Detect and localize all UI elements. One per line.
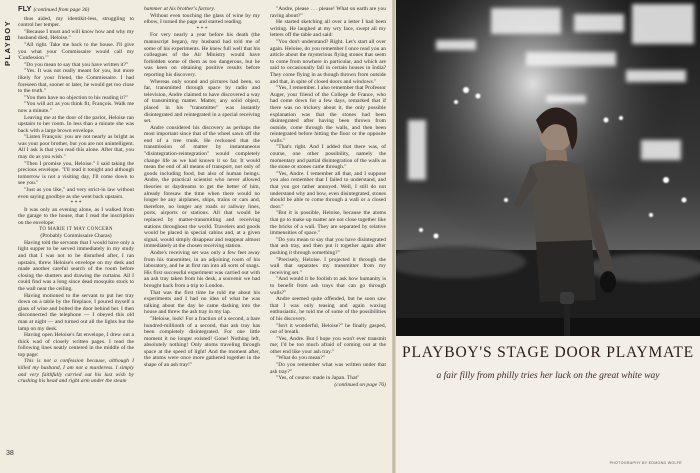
paragraph: Without even touching the glass of wine by my elbow, I turned the page and started reading. bbox=[144, 12, 260, 26]
paragraph: "Then I promise you, Heloise." I said taking the precious envelope. "I'll read it tonight and although tomorrow is not a visiting day, I'll come down to see you." bbox=[18, 160, 134, 187]
paragraph: Having open Heloise's fat envelope, I drew out a thick wad of closely written pages. I read the following lines neatly centered in the middle of the top page: bbox=[18, 332, 134, 358]
paragraph: Leaving me at the door of the parlor, Heloise ran upstairs to her room. In less than a minute she was back with a large brown envelope. bbox=[18, 114, 134, 134]
paragraph: "Just as you like," and very strict-in law without even saying goodbye as she went back upstairs. bbox=[18, 187, 134, 200]
night-street-scene bbox=[396, 0, 700, 336]
section-break: * * * bbox=[196, 25, 208, 32]
continued-note: (continued on page 76) bbox=[334, 381, 386, 388]
text-column-2 bbox=[144, 6, 260, 450]
paragraph: "That's right. And I added that there was, of course, one other possibility, namely the momentary and partial disintegration of the walls as the stone or stones came through." bbox=[270, 144, 386, 171]
paragraph: "Precisely, Heloise. I projected it through the wall that separates my transmitter from my receiving set." bbox=[270, 256, 386, 276]
paragraph: "Yes, of course: made in Japan. That" bbox=[276, 375, 360, 382]
paragraph: It was only an evening alone, as I walked from the garage to the house, that I read the inscription on the envelope: bbox=[18, 206, 134, 226]
running-head-continued: (continued from page 36) bbox=[33, 7, 90, 13]
text-column-3 bbox=[270, 6, 386, 450]
magazine-title-vertical: PLAYBOY bbox=[3, 19, 12, 66]
envelope-inscription: TO MARIE IT MAY CONCERN bbox=[39, 226, 113, 232]
paragraph: "Heloise, look! For a fraction of a second, a bare hundred-millionth of a second, that ash tray has been completely disintegrated. For one little moment it no longer existed! Gone! Nothing left, absolutely nothing! Only atoms traveling through space at the speed of light! And the moment after, the atoms were once more gathered together in the shape of an ash tray!" bbox=[144, 315, 260, 369]
paragraph: hammer at his brother's factory. bbox=[144, 6, 216, 12]
paragraph: thus aided, my identikit-less, struggling to control her temper. bbox=[18, 15, 134, 29]
paragraph: "But it is possible, Heloise, because the atoms that go to make up matter are not close together like the bricks of a wall. They are separated by relative immensities of space." bbox=[270, 210, 386, 237]
section-break: * * * bbox=[70, 200, 82, 207]
text-column-1 bbox=[18, 6, 134, 450]
paragraph: "You don't understand? Right. Let's start all over again. Heloise, do you remember I once read you an article about the mysterious flying stones that seem to come from nowhere in particular, and which are said to occasionally fall in certain houses in India? They come flying in as though thrown from outside and that, in spite of closed doors and windows." bbox=[270, 38, 386, 85]
article-subhead: a fair filly from philly tries her luck on the great white way bbox=[436, 371, 660, 381]
paragraph: Whereas only sound and pictures had been, so far, transmitted through space by radio and television, Andre claimed to have discovered a way of transmitting matter. Matter, any solid object, placed in his "transmitter" was instantly disintegrated and reintegrated in a special receiving set. bbox=[144, 78, 260, 125]
paragraph: For very nearly a year before his death (the manuscript began), my husband had told me of some of his experiments. He knew full well that his colleagues of the Air Ministry would have forbidden some of them as too dangerous, but he was keen on obtaining positive results before reporting his discovery. bbox=[144, 32, 260, 78]
paragraph: "Do you mean to say that you have written it?" bbox=[24, 61, 129, 68]
paragraph: Andre seemed quite offended, but he soon saw that I was only teasing and again waxing enthusiastic, he told me of some of the possibilities of his discovery. bbox=[270, 296, 386, 322]
running-head bbox=[18, 6, 134, 14]
paragraph: Having motioned to the servant to put her tray down on a table by the fireplace, I poured myself a glass of wine and bolted the door behind her. I then disconnected the telephone — I obeyed this old man at night — and turned out all the lights but the lamp on my desk. bbox=[18, 292, 134, 332]
right-page bbox=[396, 0, 700, 473]
paragraph: "Yes, Andre. But I hope you won't ever transmit me; I'd be too much afraid of coming out at the other end like your ash tray." bbox=[270, 335, 386, 355]
paragraph: "What do you mean?" bbox=[276, 355, 326, 362]
page-number: 38 bbox=[6, 450, 14, 457]
paragraph: Having told the servants that I would have only a light supper to be served immediately in my study and that I was not to be disturbed after, I ran upstairs, threw Heloise's envelope on my desk and made another careful search of the room before closing the shutters and drawing the curtains. All I could find was a long since dead mosquito stuck to the wall near the ceiling. bbox=[18, 239, 134, 292]
paragraph: "And would it be foolish to ask how humanity is to benefit from ash trays that can go through walls?" bbox=[270, 276, 386, 296]
paragraph: "Do you remember what was written under that ash tray?" bbox=[270, 362, 386, 375]
paragraph: Andre's receiving set was only a few feet away from his transmitter, in an adjoining room of his laboratory, and he at first ran into all sorts of snags. His first successful experiment was carried out with an ash tray taken from his desk, a souvenir we had brought back from a trip to London. bbox=[144, 249, 260, 289]
paragraph: "You then have no objection to his reading it?" bbox=[24, 94, 128, 101]
paragraph: He started sketching all over a letter I had been writing. He laughed at my wry face, swept all my letters off the table and said: bbox=[270, 19, 386, 39]
paragraph: "Listen François: you are not nearly as bright as was your poor brother, but you are not unintelligent. All I ask is that you read this alone. After that, you may do as you wish." bbox=[18, 134, 134, 161]
paragraph: "Andre, please . . . please! What on earth are you raving about?" bbox=[270, 6, 386, 19]
playmate-photo bbox=[396, 0, 700, 336]
paragraph: "Isn't it wonderful, Heloise?" he finally gasped, out of breath. bbox=[270, 322, 386, 336]
paragraph: "Because I must and will know how and why my husband died, Heloise." bbox=[18, 28, 134, 42]
paragraph-italic: This is not a confession because, although I killed my husband, I am not a murderess. I simply and very faithfully carried out his last wish by crushing his head and right arm under the steam bbox=[18, 358, 134, 385]
paragraph: "Do you mean to say that you have disintegrated that ash tray, and then put it together again after pushing it through something?" bbox=[270, 236, 386, 256]
envelope-inscription-note: (Probably Commissaire Charas) bbox=[40, 233, 112, 240]
photo-credit: PHOTOGRAPHY BY EDMOND WOLFE bbox=[609, 461, 682, 465]
running-head-title: FLY bbox=[18, 6, 32, 13]
article-headline: PLAYBOY'S STAGE DOOR PLAYMATE bbox=[402, 344, 694, 361]
paragraph: That was the first time he told me about his experiments and I had no idea of what he was talking about the day he came dashing into the house and threw the ash tray in my lap. bbox=[144, 289, 260, 316]
paragraph: "Yes, I remember. I also remember that Professor Auger, your friend of the College de France, who had come down for a few days, remarked that if there was no trickery about it, the only possible explanation was that the stones had been disintegrated after having been thrown from outside, come through the walls, and then been reintegrated before hitting the floor or the opposite walls." bbox=[270, 85, 386, 144]
paragraph: "Yes, Andre. I remember all that, and I suppose you also remember that I failed to understand, and that you got rather annoyed. Well, I still do not understand why and how, even disintegrated, stones should be able to come through a wall or a closed door." bbox=[270, 170, 386, 210]
paragraph: "Yes. It was not really meant for you, but more likely for your friend, the Commissaire. I had foreseen that, sooner or later, he would get too close to the truth." bbox=[18, 68, 134, 95]
paragraph: "All right. Take me back to the house. I'll give you what your Commissaire would call my 'Confession.'" bbox=[18, 41, 134, 62]
paragraph: Andre considered his discovery as perhaps the most important since that of the wheel sawn off the end of a tree trunk. He reckoned that the transmission of matter by instantaneous "disintegration-reintegration" would completely change life as we had known it so far. It would mean the end of all means of transport, not only of goods including food, but also of human beings. Andre, the practical scientist who never allowed theories or daydreams to get the better of him, already foresaw the time when there would no longer be any airplanes, ships, trains or cars and, therefore, no longer any roads or railway lines, ports, airports or stations. All that would be replaced by matter-transmitting and receiving stations throughout the world. Travelers and goods would be placed in special cabins and, at a given signal, would simply disappear and reappear almost immediately at the chosen receiving station. bbox=[144, 124, 260, 250]
paragraph: "You will act as you think fit, François. Walk me now a minute." bbox=[18, 101, 134, 114]
